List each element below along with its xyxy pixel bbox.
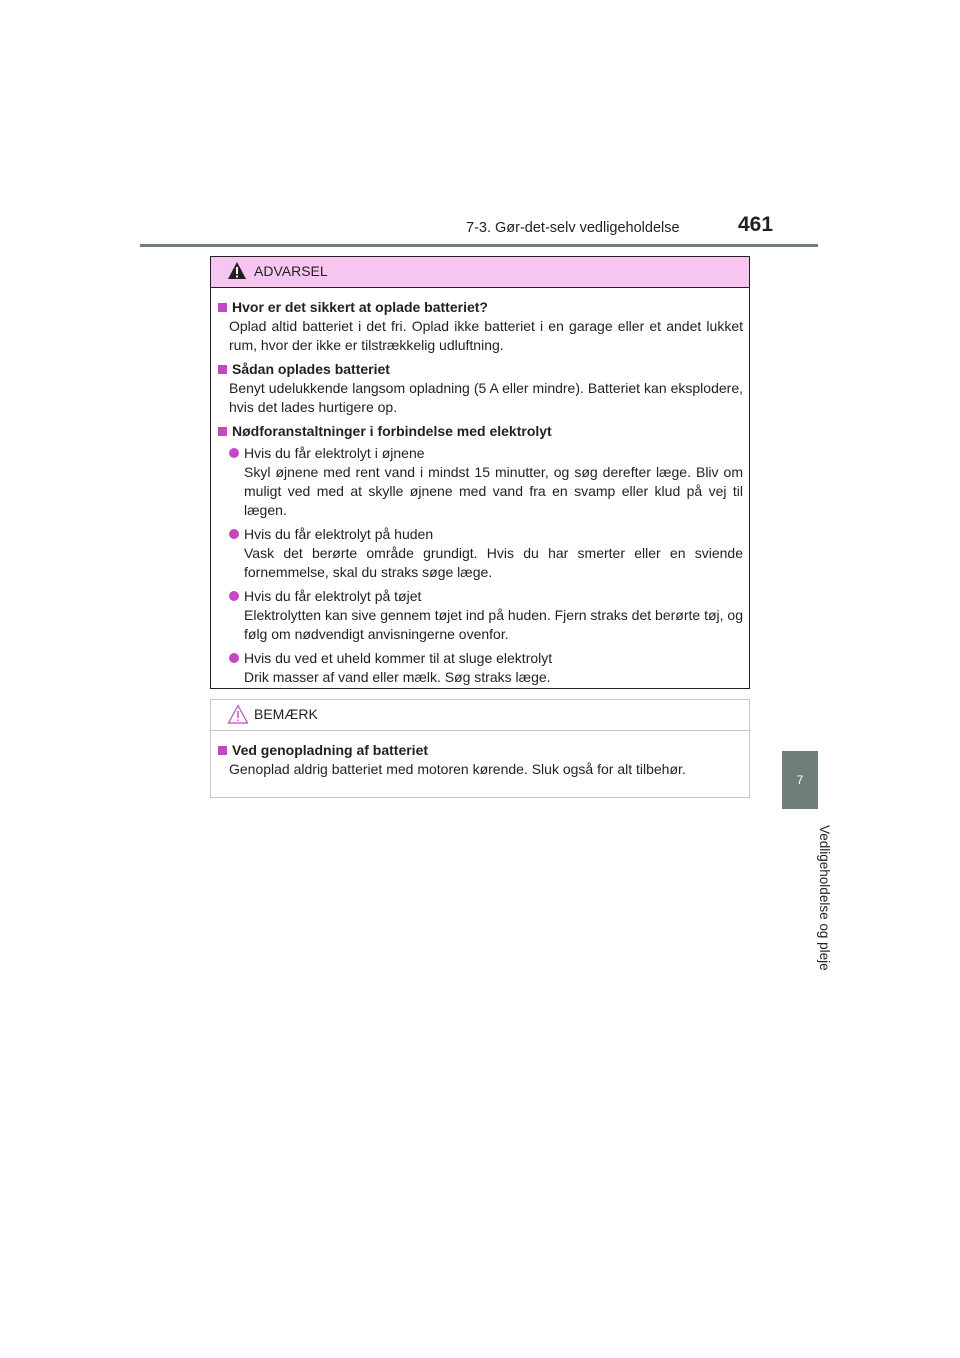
list-item — [217, 444, 743, 520]
section-title: Hvor er det sikkert at oplade batteriet? — [232, 299, 488, 315]
warning-body — [211, 288, 749, 687]
bullet-text: Skyl øjnene med rent vand i mindst 15 minutter, og søg derefter læge. Bliv om muligt ved med at skylle øjnene med vand fra en svamp eller klud på vej til lægen. — [244, 464, 743, 518]
section-title: Nødforanstaltninger i forbindelse med elektrolyt — [232, 423, 552, 439]
warning-header — [211, 257, 749, 288]
warning-section — [217, 298, 743, 355]
section-text: Genoplad aldrig batteriet med motoren kørende. Sluk også for alt tilbehør. — [229, 761, 686, 777]
bullet-text: Drik masser af vand eller mælk. Søg straks læge. — [244, 669, 551, 685]
chapter-tab: 7 — [782, 751, 818, 809]
round-bullet-icon — [229, 448, 239, 458]
page-number: 461 — [738, 213, 774, 236]
warning-section — [217, 360, 743, 417]
caution-triangle-icon — [227, 704, 249, 724]
notice-body — [211, 731, 749, 779]
round-bullet-icon — [229, 591, 239, 601]
bullet-title: Hvis du får elektrolyt på huden — [244, 526, 434, 542]
chapter-label: Vedligeholdelse og pleje — [817, 825, 832, 971]
section-title: Ved genopladning af batteriet — [232, 742, 429, 758]
warning-label: ADVARSEL — [254, 263, 328, 279]
round-bullet-icon — [229, 529, 239, 539]
notice-box — [210, 699, 750, 798]
bullet-title: Hvis du får elektrolyt på tøjet — [244, 588, 422, 604]
list-item — [217, 649, 743, 687]
list-item — [217, 525, 743, 582]
square-bullet-icon — [218, 303, 227, 312]
bullet-text: Elektrolytten kan sive gennem tøjet ind på huden. Fjern straks det berørte tøj, og følg om nødvendigt anvisningerne ovenfor. — [244, 607, 743, 642]
warning-triangle-icon — [227, 261, 247, 280]
bullet-title: Hvis du får elektrolyt i øjnene — [244, 445, 425, 461]
notice-label: BEMÆRK — [254, 706, 318, 722]
warning-box — [210, 256, 750, 689]
warning-section — [217, 422, 743, 687]
section-header: 7-3. Gør-det-selv vedligeholdelse — [466, 220, 680, 236]
list-item — [217, 587, 743, 644]
square-bullet-icon — [218, 427, 227, 436]
square-bullet-icon — [218, 365, 227, 374]
notice-section — [217, 741, 743, 779]
square-bullet-icon — [218, 746, 227, 755]
bullet-text: Vask det berørte område grundigt. Hvis du har smerter eller en sviende fornemmelse, skal du straks søge læge. — [244, 545, 743, 580]
round-bullet-icon — [229, 653, 239, 663]
section-text: Benyt udelukkende langsom opladning (5 A eller mindre). Batteriet kan eksplodere, hvis det lades hurtigere op. — [229, 380, 743, 415]
notice-header — [211, 700, 749, 731]
section-text: Oplad altid batteriet i det fri. Oplad ikke batteriet i en garage eller et andet lukket rum, hvor der ikke er tilstrækkelig udluftning. — [229, 318, 743, 353]
header-divider — [140, 244, 818, 247]
section-title: Sådan oplades batteriet — [232, 361, 390, 377]
bullet-title: Hvis du ved et uheld kommer til at sluge elektrolyt — [244, 650, 553, 666]
